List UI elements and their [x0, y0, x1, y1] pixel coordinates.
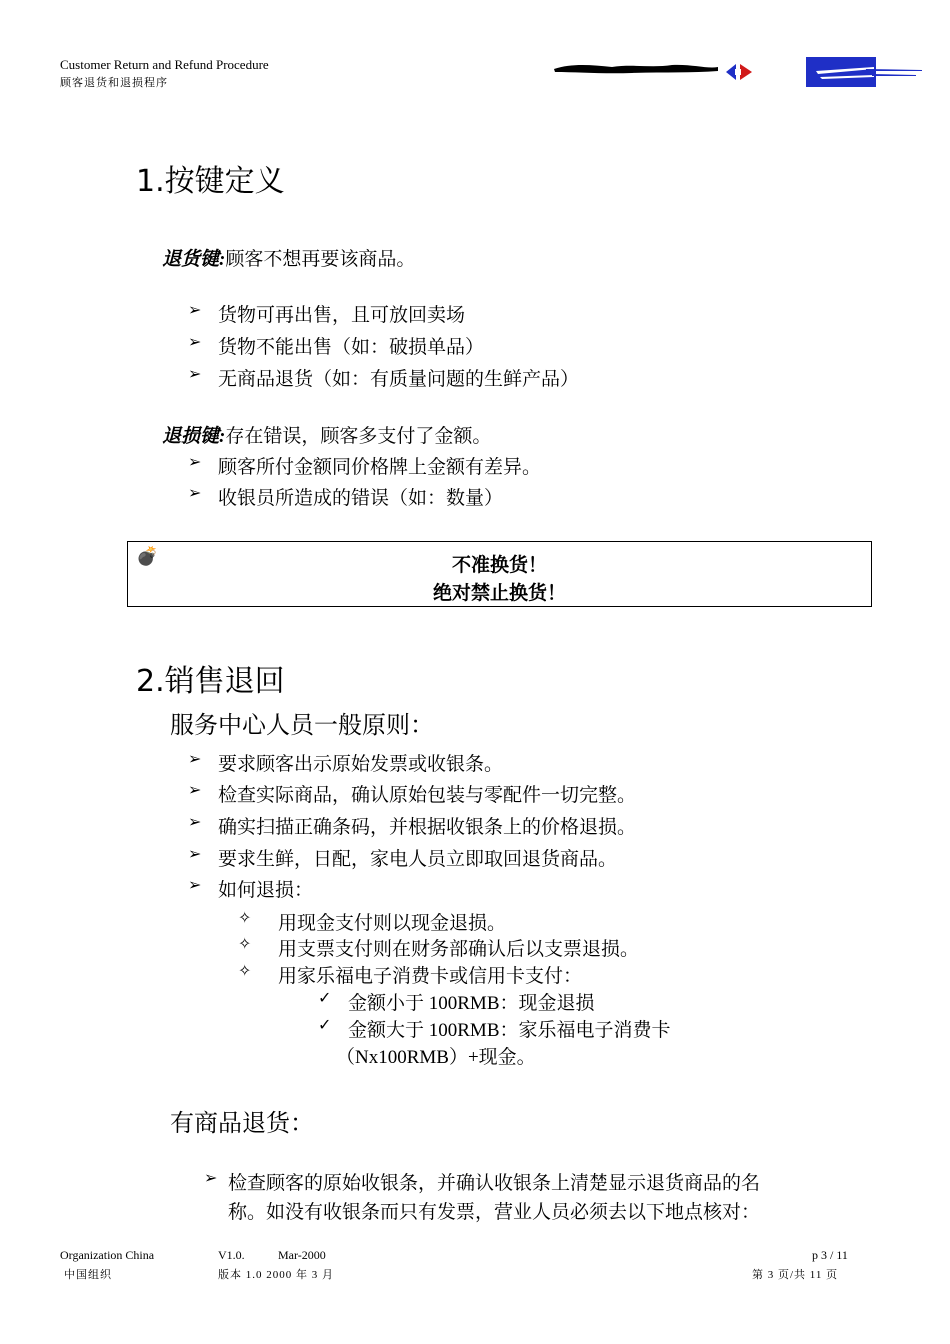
list-item-text: 确实扫描正确条码，并根据收银条上的价格退损。: [218, 817, 637, 838]
check-icon: ✓: [318, 988, 332, 1007]
footer-version-cn: 版本 1.0 2000 年 3 月: [218, 1269, 334, 1281]
arrow-bullet-icon: ➢: [188, 749, 202, 768]
check-list-item-text: 金额小于 100RMB：现金退损: [348, 993, 595, 1014]
sub-list-item: [238, 908, 506, 935]
return-key-label: 退货键:: [162, 249, 226, 270]
check-list-continuation: （Nx100RMB）+现金。: [336, 1047, 536, 1068]
return-key-definition: [162, 244, 415, 271]
list-item-text: 检查实际商品，确认原始包装与零配件一切完整。: [218, 785, 637, 806]
bomb-icon: 💣: [136, 546, 159, 567]
goods-return-heading: 有商品退货：: [170, 1109, 314, 1137]
arrow-bullet-icon: ➢: [188, 844, 202, 863]
sub-list-item-text: 用支票支付则在财务部确认后以支票退损。: [278, 939, 640, 960]
header-title-cn: 顾客退货和退损程序: [60, 77, 168, 89]
footer-version: V1.0.: [218, 1248, 245, 1262]
sub-list-item-text: 用现金支付则以现金退损。: [278, 913, 507, 934]
list-item-text: 无商品退货（如：有质量问题的生鲜产品）: [218, 369, 580, 390]
refund-key-label: 退损键:: [162, 426, 226, 447]
return-key-desc: 顾客不想再要该商品。: [225, 249, 416, 270]
sub-list-item-text: 用家乐福电子消费卡或信用卡支付：: [278, 966, 583, 987]
footer-org-cn: 中国组织: [64, 1269, 112, 1281]
arrow-bullet-icon: ➢: [188, 780, 202, 799]
diamond-bullet-icon: ✧: [238, 961, 252, 980]
list-item-continuation: 称。如没有收银条而只有发票，营业人员必须去以下地点核对：: [228, 1202, 761, 1223]
arrow-bullet-icon: ➢: [188, 875, 202, 894]
list-item: [188, 332, 484, 359]
sub-list-item: [238, 934, 639, 961]
list-item-text: 如何退损：: [218, 880, 314, 901]
arrow-bullet-icon: ➢: [188, 483, 202, 502]
arrow-bullet-icon: ➢: [188, 332, 202, 351]
check-list-item: [318, 988, 595, 1015]
list-item: [188, 364, 579, 391]
diamond-bullet-icon: ✧: [238, 908, 252, 927]
brush-logo-icon: [552, 62, 720, 74]
list-item: [188, 875, 313, 902]
check-list-item: [318, 1015, 671, 1042]
section-2-heading: 2.销售退回: [136, 664, 285, 699]
list-item: [188, 300, 465, 327]
footer-org: Organization China: [60, 1248, 155, 1262]
list-item-text: 收银员所造成的错误（如：数量）: [218, 488, 504, 509]
refund-key-definition: [162, 421, 491, 448]
diamond-bullet-icon: ✧: [238, 934, 252, 953]
arrow-bullet-icon: ➢: [188, 452, 202, 471]
arrow-bullet-icon: ➢: [188, 812, 202, 831]
list-item: [188, 844, 617, 871]
list-item: [188, 812, 636, 839]
list-item: [204, 1168, 864, 1195]
header-title-en: Customer Return and Refund Procedure: [60, 57, 269, 72]
carrefour-logo-icon: [722, 60, 756, 84]
arrow-bullet-icon: ➢: [188, 364, 202, 383]
section-1-heading: 1.按键定义: [136, 164, 285, 199]
company-banner-logo-icon: [806, 57, 924, 87]
general-principles-heading: 服务中心人员一般原则：: [170, 711, 434, 739]
list-item-text: 要求顾客出示原始发票或收银条。: [218, 754, 504, 775]
warning-line-1: 不准换货！: [451, 554, 547, 576]
list-item-text: 检查顾客的原始收银条，并确认收银条上清楚显示退货商品的名: [228, 1173, 761, 1194]
sub-list-item: [238, 961, 582, 988]
arrow-bullet-icon: ➢: [204, 1168, 218, 1187]
list-item: [188, 749, 503, 776]
footer-page: p 3 / 11: [812, 1248, 848, 1262]
list-item-text: 货物可再出售，且可放回卖场: [218, 305, 466, 326]
list-item: [188, 780, 636, 807]
check-icon: ✓: [318, 1015, 332, 1034]
check-list-item-text: 金额大于 100RMB：家乐福电子消费卡: [348, 1020, 671, 1041]
list-item: [188, 452, 541, 479]
list-item-text: 要求生鲜，日配，家电人员立即取回退货商品。: [218, 849, 618, 870]
footer-page-cn: 第 3 页/共 11 页: [752, 1269, 839, 1281]
warning-box: [127, 541, 872, 607]
list-item: [188, 483, 503, 510]
list-item-text: 货物不能出售（如：破损单品）: [218, 337, 485, 358]
list-item-text: 顾客所付金额同价格牌上金额有差异。: [218, 457, 542, 478]
arrow-bullet-icon: ➢: [188, 300, 202, 319]
footer-date: Mar-2000: [278, 1248, 326, 1262]
refund-key-desc: 存在错误，顾客多支付了金额。: [225, 426, 492, 447]
warning-line-2: 绝对禁止换货！: [432, 582, 566, 604]
